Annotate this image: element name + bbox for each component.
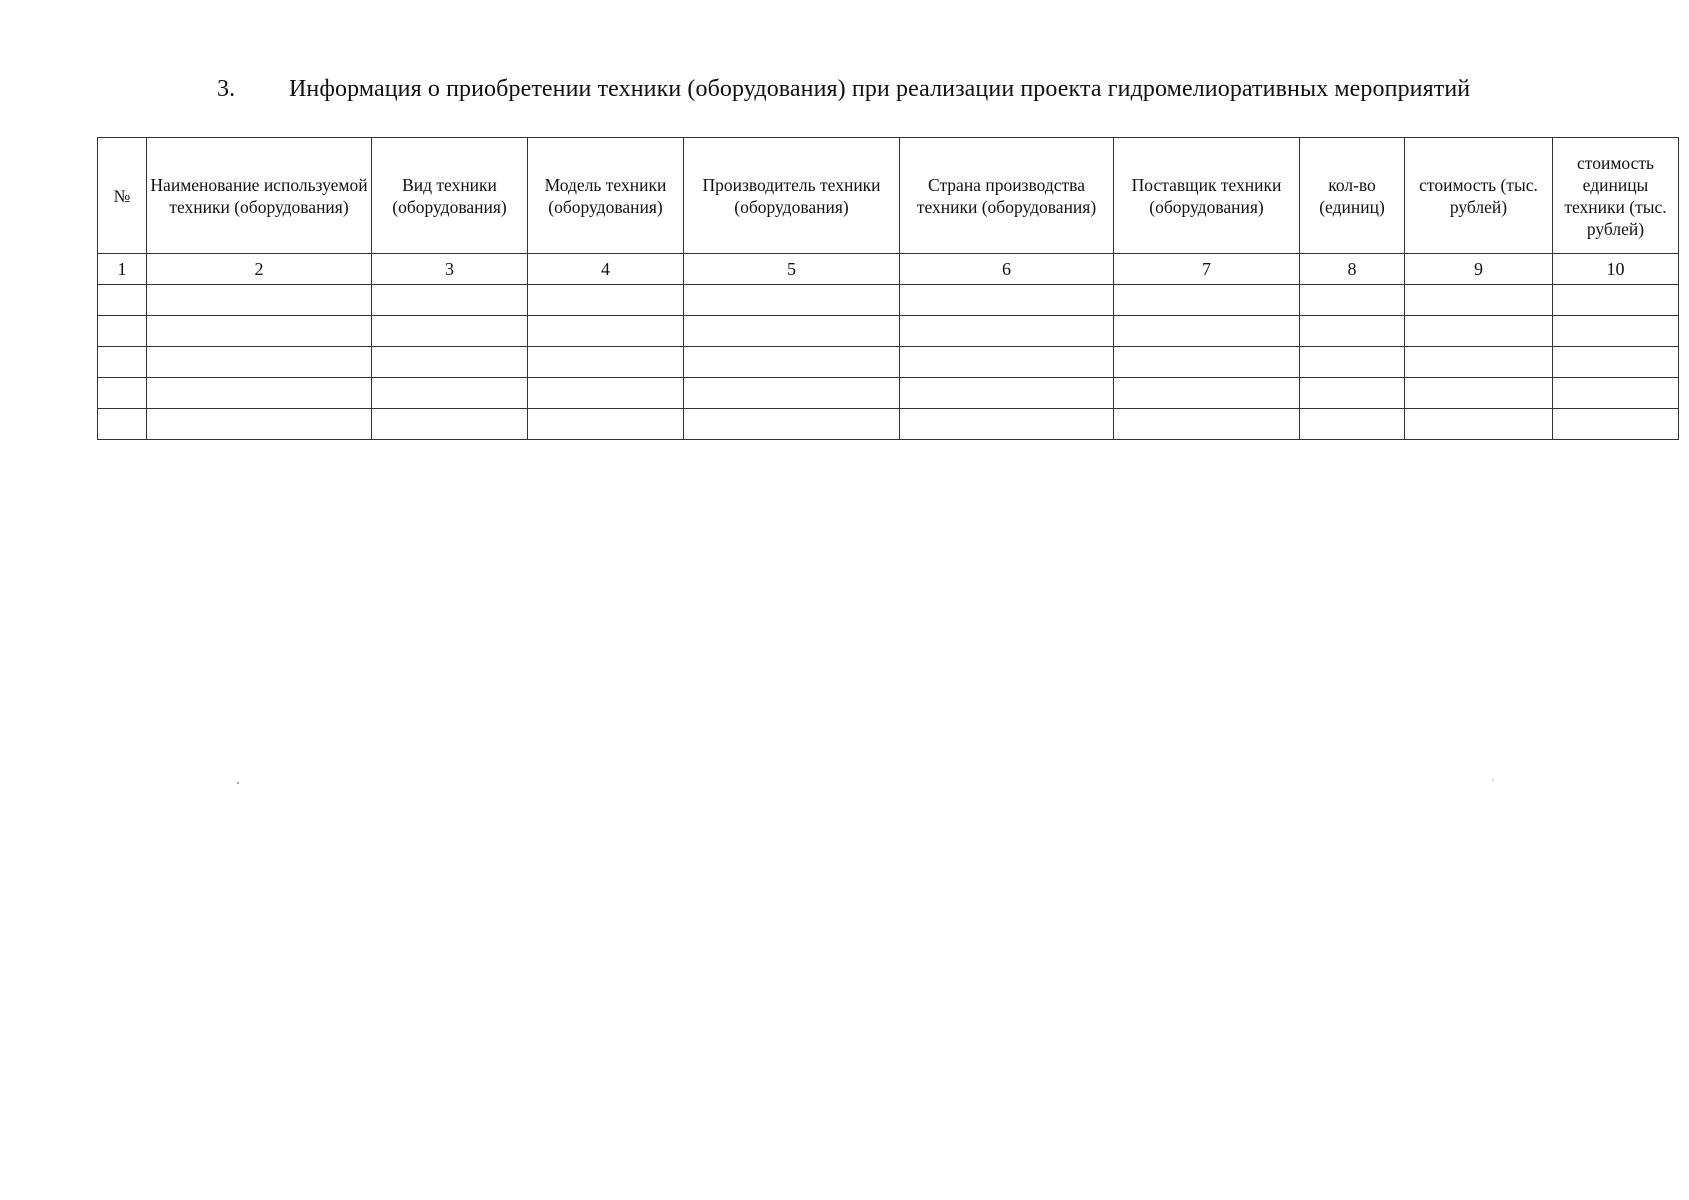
column-number-cell: 4 — [528, 254, 684, 285]
table-cell — [1405, 347, 1553, 378]
table-cell — [528, 347, 684, 378]
column-number-cell: 7 — [1114, 254, 1300, 285]
table-cell — [684, 409, 900, 440]
table-cell — [98, 409, 147, 440]
header-cell: Производитель техники (оборудования) — [684, 138, 900, 254]
table-cell — [684, 378, 900, 409]
table-cell — [147, 378, 372, 409]
table-cell — [684, 347, 900, 378]
table-cell — [1114, 316, 1300, 347]
table-cell — [684, 316, 900, 347]
header-cell: кол-во (единиц) — [1300, 138, 1405, 254]
table-cell — [1553, 409, 1679, 440]
header-cell: Модель техники (оборудования) — [528, 138, 684, 254]
table-cell — [98, 285, 147, 316]
table-cell — [1405, 316, 1553, 347]
table-cell — [1405, 409, 1553, 440]
table-cell — [528, 409, 684, 440]
header-cell: Поставщик техники (оборудования) — [1114, 138, 1300, 254]
header-cell: Страна производства техники (оборудования) — [900, 138, 1114, 254]
table-cell — [1300, 285, 1405, 316]
table-cell — [147, 285, 372, 316]
table-cell — [1300, 409, 1405, 440]
column-number-cell: 1 — [98, 254, 147, 285]
equipment-table — [97, 137, 1679, 440]
table-cell — [1300, 316, 1405, 347]
table-cell — [372, 409, 528, 440]
column-number-row — [98, 254, 1679, 285]
table-cell — [900, 378, 1114, 409]
header-cell: стоимость единицы техники (тыс. рублей) — [1553, 138, 1679, 254]
table-cell — [1405, 285, 1553, 316]
table-cell — [900, 409, 1114, 440]
table-cell — [1114, 409, 1300, 440]
table-cell — [528, 378, 684, 409]
header-cell: Наименование используемой техники (оборудования) — [147, 138, 372, 254]
table-cell — [1114, 347, 1300, 378]
table-cell — [372, 378, 528, 409]
table-cell — [1553, 316, 1679, 347]
table-cell — [528, 285, 684, 316]
table-cell — [900, 316, 1114, 347]
table-cell — [372, 316, 528, 347]
table-row — [98, 285, 1679, 316]
table-cell — [684, 285, 900, 316]
table-cell — [1553, 347, 1679, 378]
column-number-cell: 3 — [372, 254, 528, 285]
column-number-cell: 10 — [1553, 254, 1679, 285]
table-cell — [1114, 378, 1300, 409]
column-number-cell: 9 — [1405, 254, 1553, 285]
table-cell — [147, 316, 372, 347]
header-cell: стоимость (тыс. рублей) — [1405, 138, 1553, 254]
table-cell — [1300, 347, 1405, 378]
column-number-cell: 2 — [147, 254, 372, 285]
table-row — [98, 316, 1679, 347]
table-cell — [147, 347, 372, 378]
table-row — [98, 378, 1679, 409]
table-cell — [528, 316, 684, 347]
header-cell: № — [98, 138, 147, 254]
table-cell — [98, 316, 147, 347]
header-cell: Вид техники (оборудования) — [372, 138, 528, 254]
table-row — [98, 347, 1679, 378]
scan-speck — [1492, 779, 1494, 781]
table-cell — [372, 285, 528, 316]
table-row — [98, 409, 1679, 440]
table-cell — [98, 347, 147, 378]
table-cell — [372, 347, 528, 378]
table-cell — [1553, 378, 1679, 409]
table-cell — [1114, 285, 1300, 316]
header-row — [98, 138, 1679, 254]
section-heading — [217, 76, 1470, 103]
column-number-cell: 6 — [900, 254, 1114, 285]
column-number-cell: 8 — [1300, 254, 1405, 285]
column-number-cell: 5 — [684, 254, 900, 285]
scan-speck — [237, 782, 239, 784]
section-title: Информация о приобретении техники (оборудования) при реализации проекта гидромелиоративных мероприятий — [289, 76, 1471, 102]
table-cell — [1405, 378, 1553, 409]
table-cell — [1553, 285, 1679, 316]
table-cell — [900, 285, 1114, 316]
table-cell — [1300, 378, 1405, 409]
table-cell — [98, 378, 147, 409]
table-cell — [147, 409, 372, 440]
section-number: 3. — [217, 76, 236, 102]
table-cell — [900, 347, 1114, 378]
